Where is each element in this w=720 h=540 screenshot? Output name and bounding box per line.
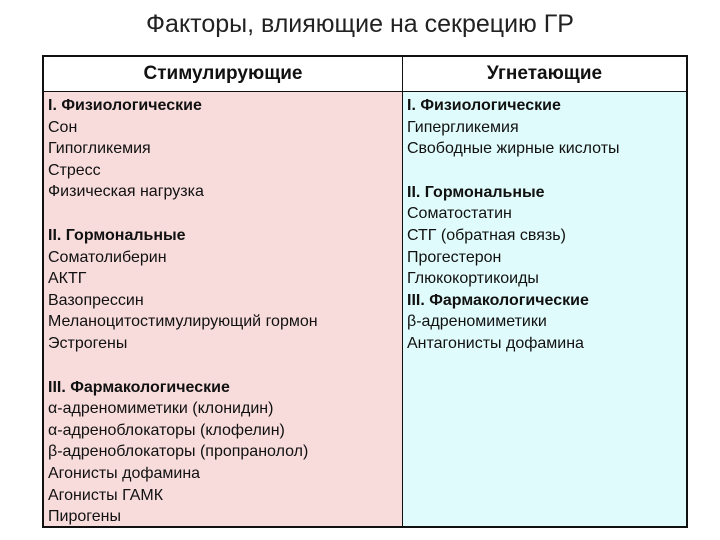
list-item: АКТГ (48, 270, 87, 288)
list-item: Пирогены (48, 508, 121, 526)
list-item: Свободные жирные кислоты (407, 140, 620, 158)
list-item: Сон (48, 118, 78, 136)
list-item: Физическая нагрузка (48, 183, 204, 201)
inhibiting-column (403, 92, 686, 526)
list-item: α-адреномиметики (клонидин) (48, 400, 274, 418)
list-item: Глюкокортикоиды (407, 270, 539, 288)
list-item: Соматостатин (407, 205, 512, 223)
list-item: Прогестерон (407, 248, 502, 266)
list-item: Гипергликемия (407, 118, 519, 136)
list-item: Агонисты ГАМК (48, 486, 164, 504)
list-item: Меланоцитостимулирующий гормон (48, 313, 318, 331)
group-heading: II. Гормональные (407, 183, 545, 201)
list-item: β-адреноблокаторы (пропранолол) (48, 443, 309, 461)
group-spacer (407, 160, 680, 182)
group-heading: I. Физиологические (48, 97, 202, 114)
list-item: Соматолиберин (48, 248, 167, 266)
list-item: Эстрогены (48, 334, 128, 352)
group-heading: III. Фармакологические (48, 378, 230, 396)
list-item: β-адреномиметики (407, 313, 547, 331)
inhibiting-header: Угнетающие (403, 57, 686, 92)
group-spacer (48, 203, 396, 225)
list-item: Агонисты дофамина (48, 464, 201, 482)
slide-title: Факторы, влияющие на секрецию ГР (146, 10, 574, 38)
group-heading: III. Фармакологические (407, 291, 589, 309)
group-heading: I. Физиологические (407, 97, 561, 114)
group-heading: II. Гормональные (48, 226, 186, 244)
list-item: Антагонисты дофамина (407, 334, 584, 352)
list-item: Вазопрессин (48, 291, 144, 309)
factor-table (42, 55, 688, 528)
list-item: Стресс (48, 161, 101, 179)
stimulating-column (44, 92, 403, 526)
list-item: Гипогликемия (48, 140, 151, 158)
group-spacer (48, 355, 396, 377)
stimulating-header: Стимулирующие (44, 57, 403, 92)
list-item: СТГ (обратная связь) (407, 226, 566, 244)
list-item: α-адреноблокаторы (клофелин) (48, 421, 285, 439)
